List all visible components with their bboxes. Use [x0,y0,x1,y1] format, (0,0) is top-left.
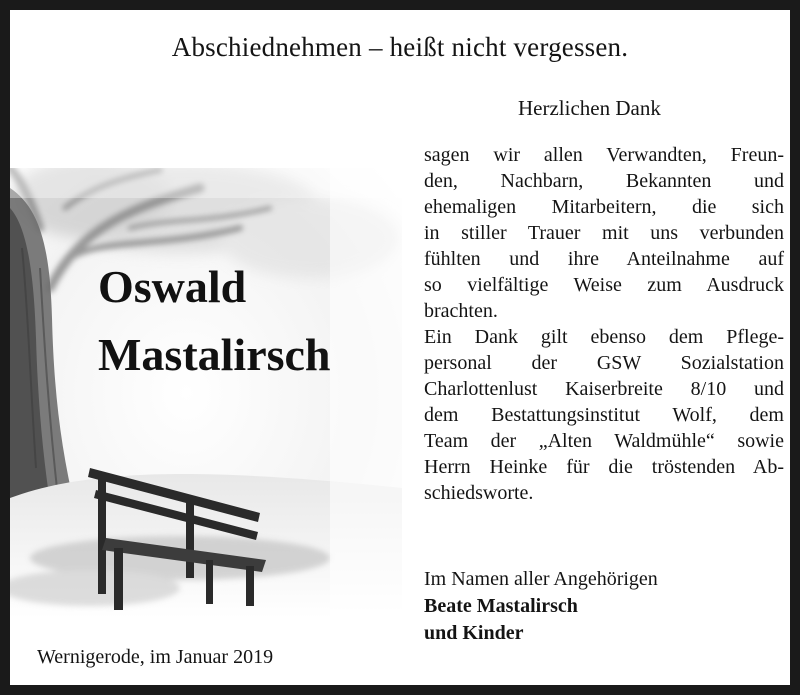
text-line: Team der „Alten Waldmühle“ sowie [424,430,784,452]
thanks-heading: Herzlichen Dank [518,96,661,120]
text-line: dem Bestattungsinstitut Wolf, dem [424,404,784,426]
deceased-first-name: Oswald [98,261,247,312]
text-line: sagen wir allen Verwandten, Freun- [424,144,784,166]
thanks-body [424,142,784,506]
deceased-last-name: Mastalirsch [98,329,331,380]
text-line: personal der GSW Sozialstation [424,352,784,374]
signature-name: Beate Mastalirsch [424,595,578,617]
headline: Abschiednehmen – heißt nicht vergessen. [171,32,629,62]
text-line: Charlottenlust Kaiserbreite 8/10 und [424,378,784,400]
text-line: ehemaligen Mitarbeitern, die sich [424,196,784,218]
signature-block [424,566,658,647]
text-line: fühlten und ihre Anteilnahme auf [424,248,784,270]
text-line: Ein Dank gilt ebenso dem Pflege- [424,326,784,348]
text-line: so vielfältige Weise zum Ausdruck [424,274,784,296]
place-and-date: Wernigerode, im Januar 2019 [37,646,274,668]
tree-and-bench-illustration [10,168,402,618]
text-line: brachten. [424,300,498,322]
text-line: in stiller Trauer mit uns verbunden [424,222,784,244]
text-line: schiedsworte. [424,482,534,504]
thanks-paragraph-1 [424,142,784,324]
signature-family: und Kinder [424,622,524,644]
text-line: den, Nachbarn, Bekannten und [424,170,784,192]
thanks-paragraph-2 [424,324,784,506]
text-line: Herrn Heinke für die tröstenden Ab- [424,456,784,478]
signature-intro: Im Namen aller Angehörigen [424,568,658,590]
